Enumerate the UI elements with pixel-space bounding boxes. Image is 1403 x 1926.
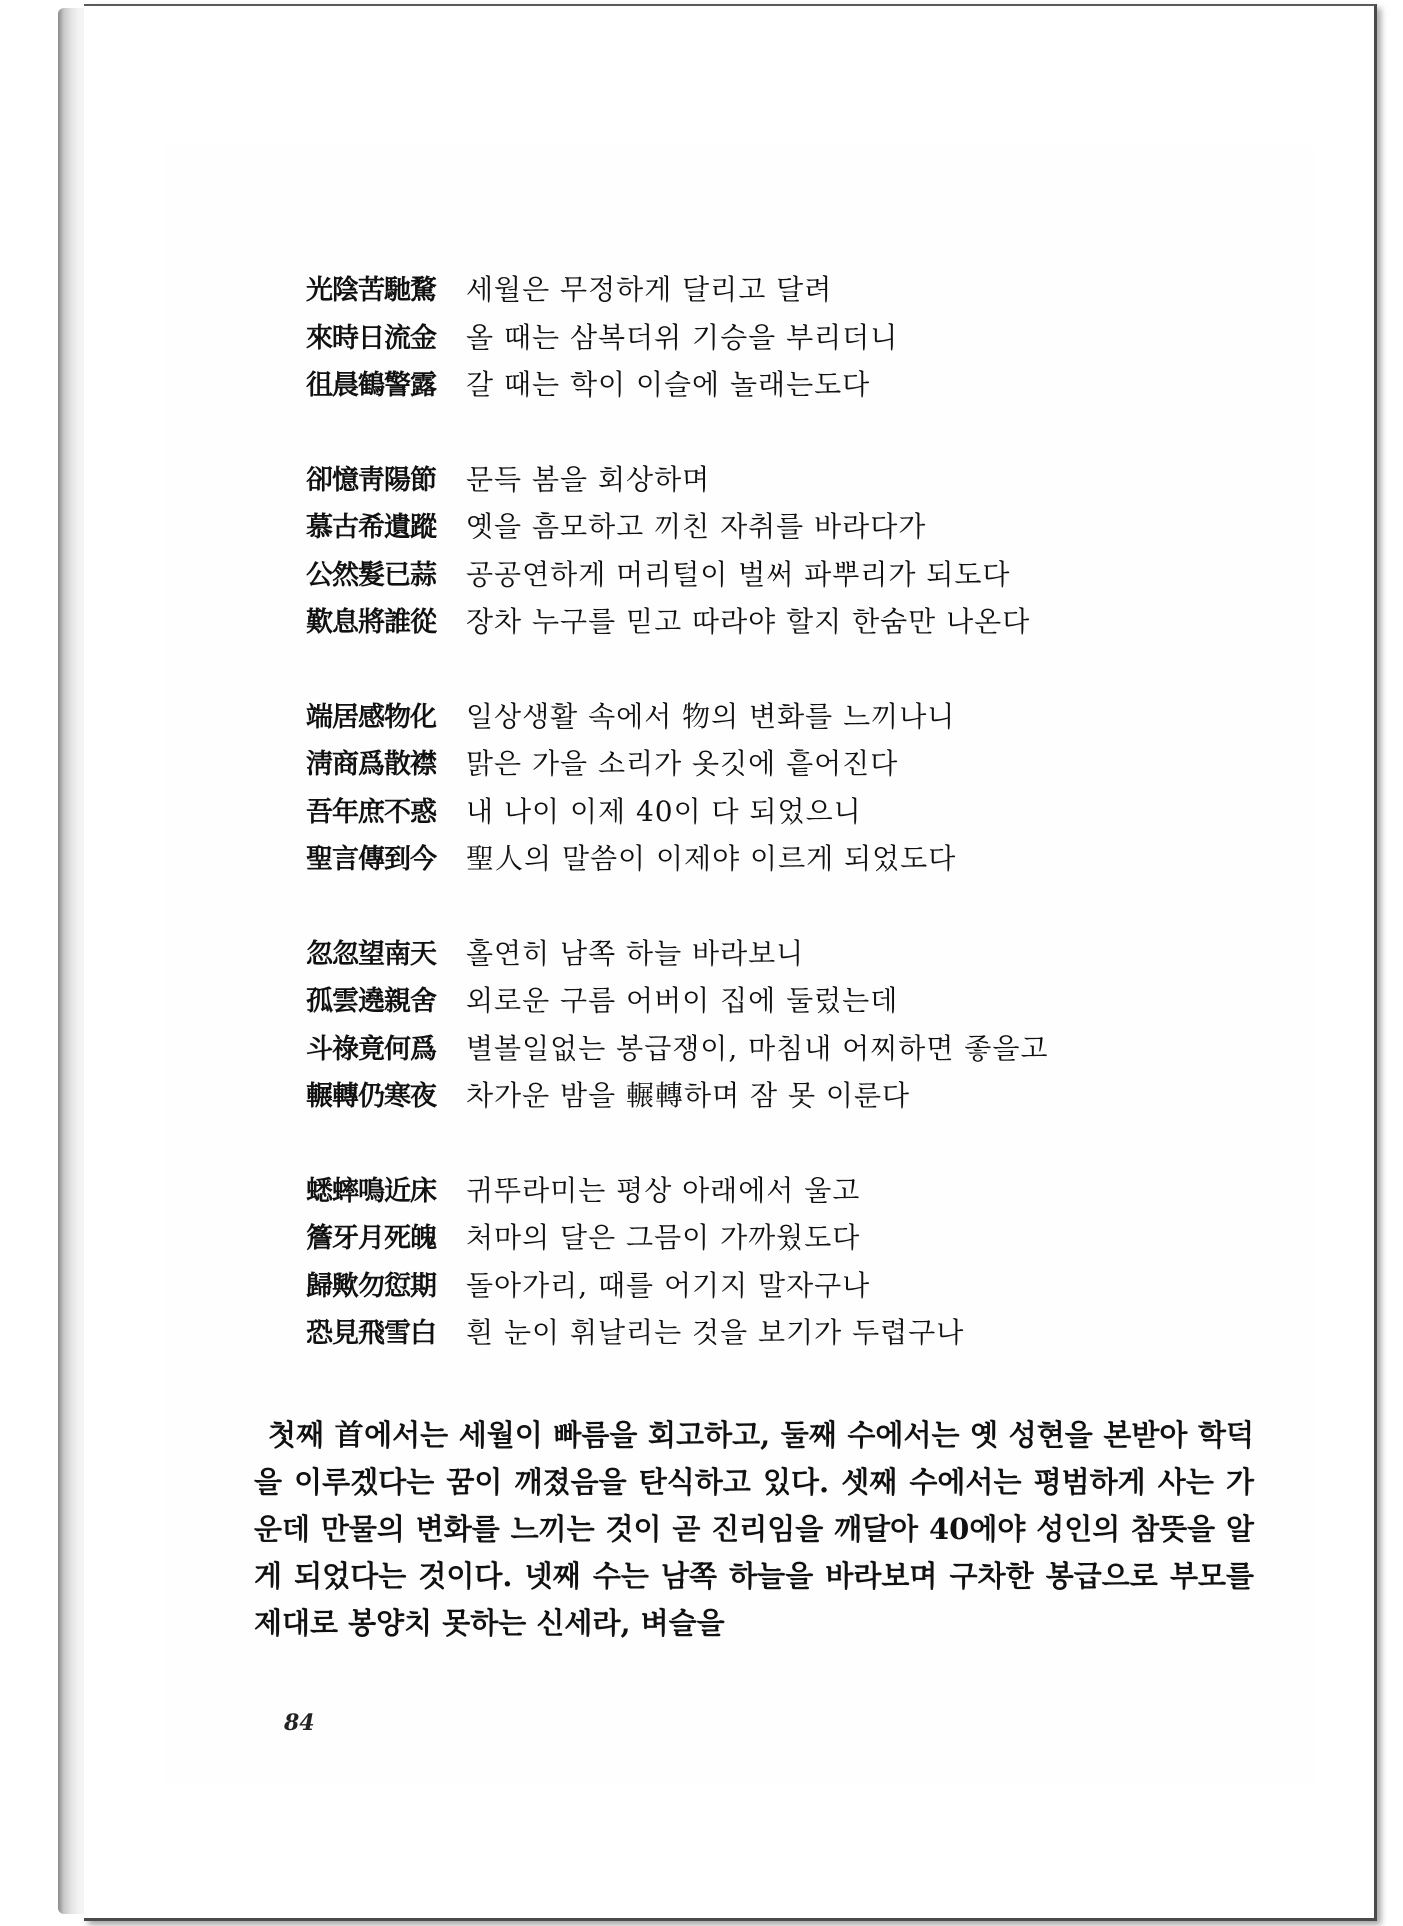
poem-line [306, 1216, 1206, 1264]
korean-translation: 귀뚜라미는 평상 아래에서 울고 [466, 1173, 861, 1207]
hanja-verse: 忽忽望南天 [306, 938, 436, 970]
korean-translation: 문득 봄을 회상하며 [466, 462, 711, 496]
poem-line [306, 742, 1206, 790]
hanja-verse: 蟋蟀鳴近床 [306, 1175, 436, 1207]
hanja-verse: 聖言傳到今 [306, 844, 436, 875]
korean-translation: 장차 누구를 믿고 따라야 할지 한숨만 나온다 [466, 605, 1031, 638]
hanja-verse: 輾轉仍寒夜 [306, 1081, 436, 1112]
poem-stanza [306, 932, 1206, 1122]
poem-line [306, 363, 1206, 411]
poem-line [306, 268, 1206, 316]
korean-translation: 돌아가리, 때를 어기지 말자구나 [466, 1268, 871, 1302]
hanja-verse: 歎息將誰從 [306, 607, 436, 638]
hanja-verse: 恐見飛雪白 [306, 1318, 436, 1349]
poem-line [306, 1264, 1206, 1312]
poem-line [306, 695, 1206, 743]
poem-line [306, 316, 1206, 364]
poem-stanza [306, 458, 1206, 648]
hanja-verse: 徂晨鶴警露 [306, 370, 436, 401]
poem-line [306, 932, 1206, 980]
korean-translation: 별볼일없는 봉급쟁이, 마침내 어찌하면 좋을고 [466, 1031, 1049, 1065]
poem-line [306, 600, 1206, 648]
hanja-verse: 孤雲遶親舍 [306, 986, 436, 1017]
hanja-verse: 來時日流金 [306, 322, 436, 354]
korean-translation: 내 나이 이제 40이 다 되었으니 [466, 794, 862, 828]
korean-translation: 차가운 밤을 輾轉하며 잠 못 이룬다 [466, 1079, 911, 1112]
hanja-verse: 淸商爲散襟 [306, 749, 436, 780]
korean-translation: 맑은 가을 소리가 옷깃에 흩어진다 [466, 747, 899, 780]
korean-translation: 흰 눈이 휘날리는 것을 보기가 두렵구나 [466, 1316, 965, 1349]
korean-translation: 올 때는 삼복더위 기승을 부리더니 [466, 320, 899, 354]
hanja-verse: 端居感物化 [306, 701, 436, 733]
poem-line [306, 790, 1206, 838]
korean-translation: 처마의 달은 그믐이 가까웠도다 [466, 1221, 861, 1254]
poem-translation [306, 268, 1206, 1406]
poem-line [306, 979, 1206, 1027]
hanja-verse: 斗祿竟何爲 [306, 1033, 436, 1065]
hanja-verse: 卻憶靑陽節 [306, 464, 436, 496]
poem-line [306, 505, 1206, 553]
korean-translation: 일상생활 속에서 物의 변화를 느끼나니 [466, 699, 956, 733]
poem-stanza [306, 1169, 1206, 1359]
korean-translation: 聖人의 말씀이 이제야 이르게 되었도다 [466, 842, 957, 875]
poem-line [306, 1311, 1206, 1359]
poem-line [306, 1027, 1206, 1075]
korean-translation: 홀연히 남쪽 하늘 바라보니 [466, 936, 805, 970]
hanja-verse: 光陰苦馳騖 [306, 275, 436, 306]
poem-stanza [306, 268, 1206, 411]
korean-translation: 갈 때는 학이 이슬에 놀래는도다 [466, 368, 871, 401]
hanja-verse: 吾年庶不惑 [306, 796, 436, 828]
korean-translation: 옛을 흠모하고 끼친 자취를 바라다가 [466, 510, 927, 543]
hanja-verse: 簷牙月死魄 [306, 1223, 436, 1254]
hanja-verse: 歸歟勿愆期 [306, 1270, 436, 1302]
poem-line [306, 837, 1206, 885]
page-number: 84 [284, 1710, 315, 1736]
commentary-paragraph: 첫째 首에서는 세월이 빠름을 회고하고, 둘째 수에서는 옛 성현을 본받아 학덕을 이루겠다는 꿈이 깨졌음을 탄식하고 있다. 셋째 수에서는 평범하게 사는 가운데 만물의 변화를 느끼는 것이 곧 진리임을 깨달아 40에야 성인의 참뜻을 알게 되었다는 것이다. 넷째 수는 남쪽 하늘을 바라보며 구차한 봉급으로 부모를 제대로 봉양치 못하는 신세라, 벼슬을 [254, 1418, 1254, 1640]
poem-stanza [306, 695, 1206, 885]
poem-line [306, 553, 1206, 601]
hanja-verse: 慕古希遺蹤 [306, 512, 436, 543]
poem-line [306, 1074, 1206, 1122]
korean-translation: 세월은 무정하게 달리고 달려 [466, 273, 833, 306]
poem-line [306, 1169, 1206, 1217]
poem-line [306, 458, 1206, 506]
korean-translation: 공공연하게 머리털이 벌써 파뿌리가 되도다 [466, 557, 1011, 591]
korean-translation: 외로운 구름 어버이 집에 둘렀는데 [466, 984, 899, 1017]
hanja-verse: 公然髮已蒜 [306, 559, 436, 591]
